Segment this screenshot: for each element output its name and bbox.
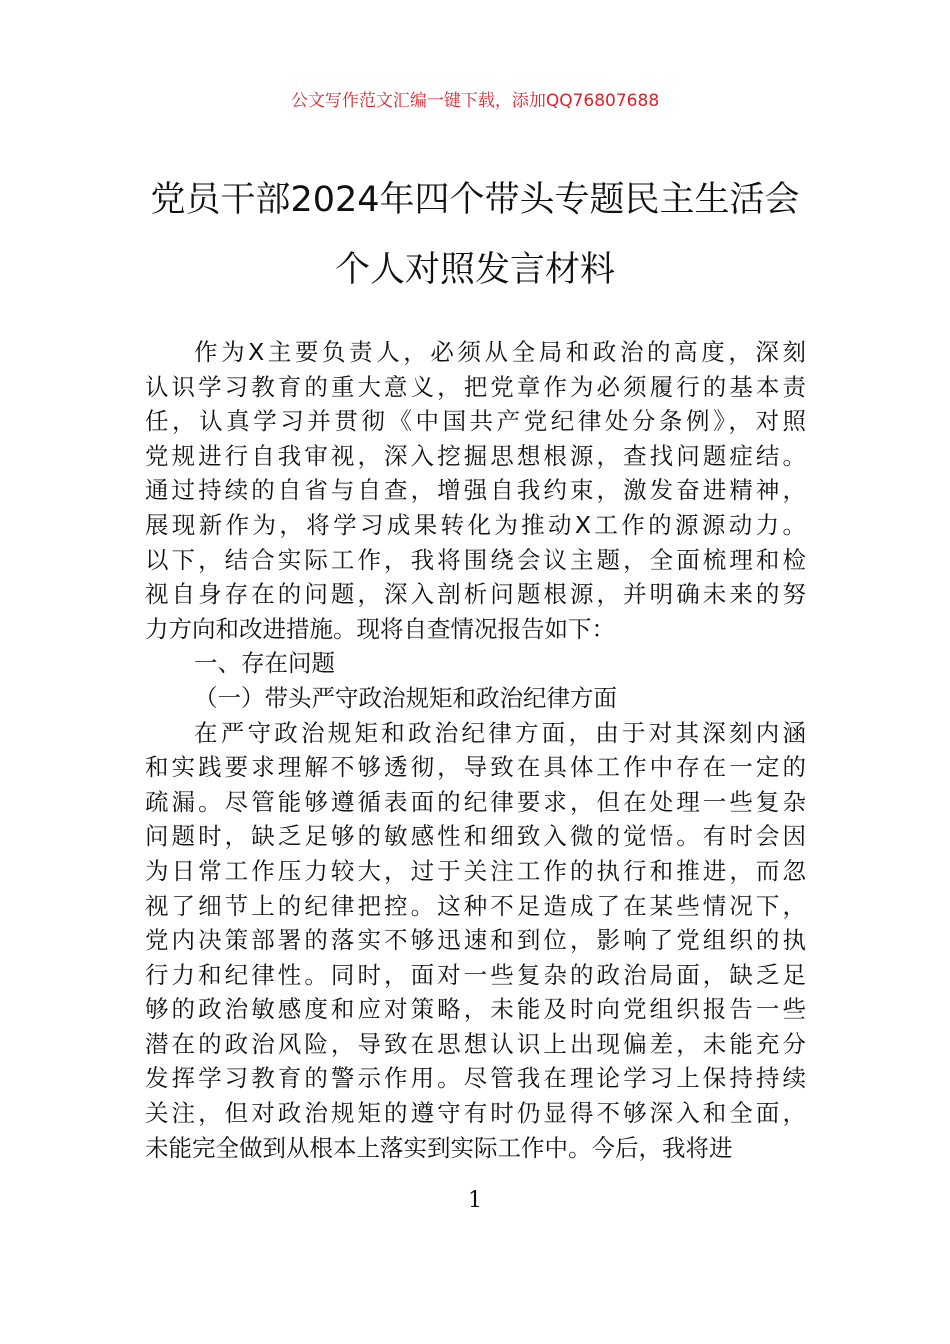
text-line: 潜在的政治风险，导致在思想认识上出现偏差，未能充分 (145, 1029, 806, 1058)
text-line: 疏漏。尽管能够遵循表面的纪律要求，但在处理一些复杂 (145, 787, 806, 816)
text-line: 党规进行自我审视，深入挖掘思想根源，查找问题症结。 (145, 441, 806, 470)
text-line: 作为X主要负责人，必须从全局和政治的高度，深刻 (194, 338, 806, 366)
paragraph (145, 681, 806, 716)
text-line: 一、存在问题 (194, 649, 335, 678)
document-body (145, 335, 806, 1165)
text-line: 视了细节上的纪律把控。这种不足造成了在某些情况下， (145, 891, 806, 920)
paragraph (145, 335, 806, 646)
text-line: 通过持续的自省与自查，增强自我约束，激发奋进精神， (145, 476, 806, 505)
page-number: 1 (468, 1188, 482, 1213)
text-line: 任，认真学习并贯彻《中国共产党纪律处分条例》，对照 (145, 407, 806, 436)
watermark-header: 公文写作范文汇编一键下载，添加QQ76807688 (290, 91, 660, 111)
text-line: 问题时，缺乏足够的敏感性和细致入微的觉悟。有时会因 (145, 822, 806, 851)
document-title-line-2: 个人对照发言材料 (334, 250, 615, 290)
paragraph (145, 646, 806, 681)
text-line: 力方向和改进措施。现将自查情况报告如下： (145, 614, 615, 643)
text-line: 行力和纪律性。同时，面对一些复杂的政治局面，缺乏足 (145, 960, 806, 989)
text-line: 未能完全做到从根本上落实到实际工作中。今后，我将进 (145, 1133, 733, 1162)
text-line: 以下，结合实际工作，我将围绕会议主题，全面梳理和检 (145, 545, 806, 574)
text-line: 展现新作为，将学习成果转化为推动X工作的源源动力。 (145, 510, 806, 539)
document-title-line-1: 党员干部2024年四个带头专题民主生活会 (150, 180, 800, 220)
text-line: 和实践要求理解不够透彻，导致在具体工作中存在一定的 (145, 753, 806, 782)
text-line: 为日常工作压力较大，过于关注工作的执行和推进，而忽 (145, 856, 806, 885)
text-line: 够的政治敏感度和应对策略，未能及时向党组织报告一些 (145, 995, 806, 1024)
paragraph (145, 716, 806, 1166)
text-line: 认识学习教育的重大意义，把党章作为必须履行的基本责 (145, 372, 806, 401)
text-line: 视自身存在的问题，深入剖析问题根源，并明确未来的努 (145, 580, 806, 609)
text-line: 党内决策部署的落实不够迅速和到位，影响了党组织的执 (145, 926, 806, 955)
text-line: 在严守政治规矩和政治纪律方面，由于对其深刻内涵 (194, 718, 806, 747)
text-line: 发挥学习教育的警示作用。尽管我在理论学习上保持持续 (145, 1064, 806, 1093)
text-line: 关注，但对政治规矩的遵守有时仍显得不够深入和全面， (145, 1099, 806, 1128)
text-line: （一）带头严守政治规矩和政治纪律方面 (194, 683, 617, 712)
